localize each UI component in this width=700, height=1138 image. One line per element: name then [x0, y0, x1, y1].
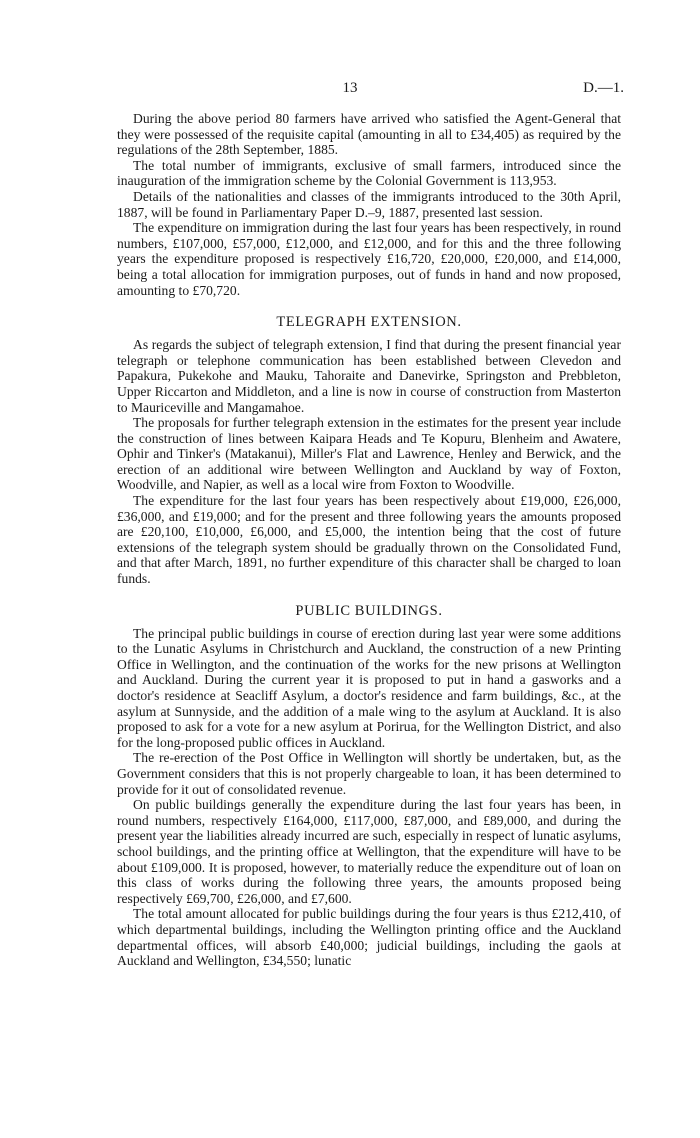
page-number: 13	[342, 80, 358, 96]
paragraph: The re-erection of the Post Office in Wellington will shortly be undertaken, but, as the Government considers that this is not properly chargeable to loan, it has been determined to provide for it out of consolidated revenue.	[117, 750, 621, 797]
page-content	[117, 111, 621, 969]
paragraph: Details of the nationalities and classes of the immigrants introduced to the 30th April, 1887, will be found in Parliamentary Paper D.–9, 1887, presented last session.	[117, 188, 621, 220]
paragraph: The total number of immigrants, exclusive of small farmers, introduced since the inauguration of the immigration scheme by the Colonial Government is 113,953.	[117, 157, 621, 189]
paragraph: The expenditure on immigration during the last four years has been respectively, in round numbers, £107,000, £57,000, £12,000, and £12,000, and for this and the three following years the expenditure proposed is respectively £16,720, £20,000, £20,000, and £14,000, being a total allocation for immigration purposes, out of funds in hand and now proposed, amounting to £70,720.	[117, 220, 621, 298]
document-reference: D.—1.	[583, 80, 624, 96]
section-heading: PUBLIC BUILDINGS.	[295, 602, 443, 619]
paragraph: As regards the subject of telegraph extension, I find that during the present financial year telegraph or telephone communication has been established between Clevedon and Papakura, Pukekohe and Mauku, Tahoraite and Danevirke, Springston and Prebbleton, Upper Riccarton and Middleton, and a line is now in course of construction from Masterton to Mauriceville and Mangamahoe.	[117, 337, 621, 415]
paragraph: The expenditure for the last four years has been respectively about £19,000, £26,000, £36,000, and £19,000; and for the present and three following years the amounts proposed are £20,100, £10,000, £6,000, and £5,000, the intention being that the cost of future extensions of the telegraph system should be gradually thrown on the Consolidated Fund, and that after March, 1891, no further expenditure of this character shall be charged to loan funds.	[117, 493, 621, 587]
paragraph: The proposals for further telegraph extension in the estimates for the present year include the construction of lines between Kaipara Heads and Te Kopuru, Blenheim and Awatere, Ophir and Tinker's (Matakanui), Miller's Flat and Lawrence, Henley and Berwick, and the erection of an additional wire between Wellington and Auckland by way of Foxton, Woodville, and Napier, as well as a local wire from Foxton to Woodville.	[117, 415, 621, 493]
immigration-section	[117, 111, 621, 298]
paragraph: The principal public buildings in course of erection during last year were some additions to the Lunatic Asylums in Christchurch and Auckland, the construction of a new Printing Office in Wellington, and the continuation of the works for the new prisons at Wellington and Auckland. During the current year it is proposed to put in hand a gasworks and a doctor's residence at Seacliff Asylum, a doctor's residence and farm buildings, &c., at the asylum at Sunnyside, and the addition of a male wing to the asylum at Auckland. It is also proposed to ask for a vote for a new asylum at Porirua, for the Wellington District, and also for the long-proposed public offices in Auckland.	[117, 625, 621, 750]
paragraph: During the above period 80 farmers have arrived who satisfied the Agent-General that they were possessed of the requisite capital (amounting in all to £34,405) as required by the regulations of the 28th September, 1885.	[117, 111, 621, 158]
section-heading: TELEGRAPH EXTENSION.	[276, 314, 462, 331]
paragraph: On public buildings generally the expenditure during the last four years has been, in round numbers, respectively £164,000, £117,000, £87,000, and £89,000, and during the present year the liabilities already incurred are such, especially in respect of lunatic asylums, school buildings, and the printing office at Wellington, that the expenditure will have to be about £109,000. It is proposed, however, to materially reduce the expenditure out of loan on this class of works during the following three years, the amounts proposed being respectively £69,700, £26,000, and £7,600.	[117, 797, 621, 906]
public-buildings-section	[117, 603, 621, 969]
telegraph-extension-section	[117, 314, 621, 587]
paragraph: The total amount allocated for public buildings during the four years is thus £212,410, of which departmental buildings, including the Wellington printing office and the Auckland departmental offices, will absorb £40,000; judicial buildings, including the gaols at Auckland and Wellington, £34,550; lunatic	[117, 906, 621, 969]
